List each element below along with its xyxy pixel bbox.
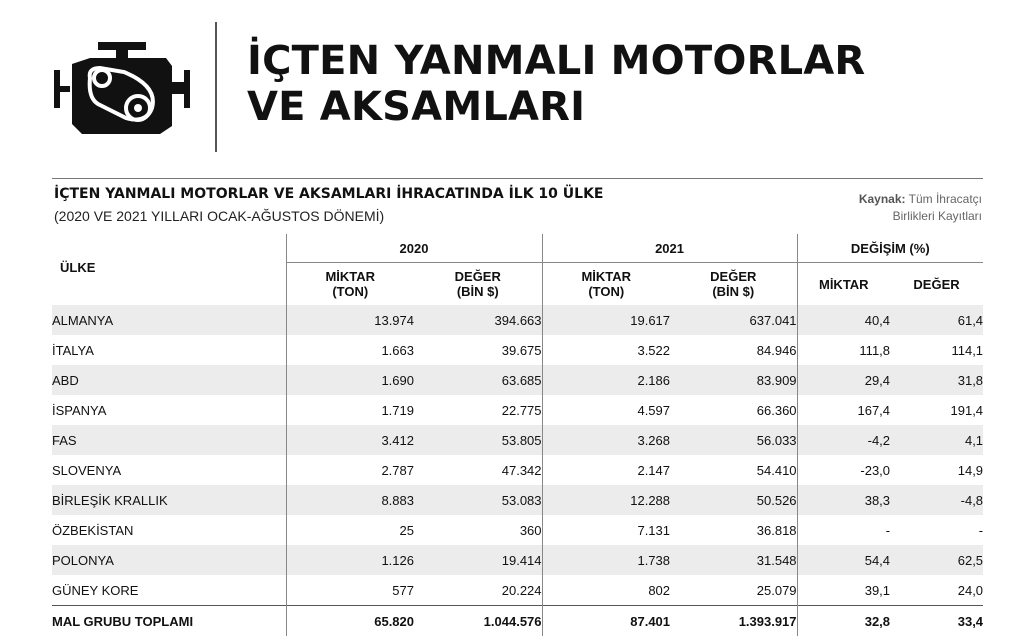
cell-cd: 4,1 [890,425,983,455]
cell-m2021: 87.401 [542,606,670,636]
cell-cd: 191,4 [890,395,983,425]
cell-cm: 40,4 [797,305,890,335]
cell-cd: 33,4 [890,606,983,636]
cell-cd: 61,4 [890,305,983,335]
cell-country: ABD [52,365,286,395]
column-header-deger-2021: DEĞER (BİN $) [670,263,797,306]
cell-d2021: 36.818 [670,515,797,545]
cell-m2021: 3.268 [542,425,670,455]
page-title-line2: VE AKSAMLARI [247,84,865,130]
column-header-change-deger: DEĞER [890,263,983,306]
cell-d2021: 25.079 [670,575,797,606]
cell-cd: - [890,515,983,545]
source-label: Kaynak: [859,192,906,206]
table-row [52,305,983,335]
cell-d2021: 84.946 [670,335,797,365]
cell-cm: 38,3 [797,485,890,515]
cell-d2021: 31.548 [670,545,797,575]
cell-m2020: 25 [286,515,414,545]
cell-m2020: 1.126 [286,545,414,575]
cell-d2020: 394.663 [414,305,542,335]
cell-d2020: 39.675 [414,335,542,365]
cell-d2021: 50.526 [670,485,797,515]
cell-country: İSPANYA [52,395,286,425]
page-title [247,38,865,130]
cell-cd: 24,0 [890,575,983,606]
cell-cm: 39,1 [797,575,890,606]
page-title-line1: İÇTEN YANMALI MOTORLAR [247,38,865,84]
cell-m2021: 1.738 [542,545,670,575]
cell-d2020: 47.342 [414,455,542,485]
cell-m2021: 12.288 [542,485,670,515]
cell-d2020: 53.083 [414,485,542,515]
cell-cm: - [797,515,890,545]
cell-country: ALMANYA [52,305,286,335]
cell-cm: 111,8 [797,335,890,365]
cell-d2021: 56.033 [670,425,797,455]
cell-m2020: 3.412 [286,425,414,455]
cell-d2020: 360 [414,515,542,545]
cell-country: BİRLEŞİK KRALLIK [52,485,286,515]
table-row [52,335,983,365]
column-header-miktar-2021: MİKTAR (TON) [542,263,670,306]
table-total-row [52,606,983,636]
cell-m2020: 8.883 [286,485,414,515]
column-header-deger-2020: DEĞER (BİN $) [414,263,542,306]
cell-m2020: 1.663 [286,335,414,365]
cell-country: POLONYA [52,545,286,575]
cell-d2020: 53.805 [414,425,542,455]
cell-m2020: 13.974 [286,305,414,335]
source-text-2: Birlikleri Kayıtları [893,209,982,223]
table-subtitle: (2020 VE 2021 YILLARI OCAK-AĞUSTOS DÖNEMİ) [54,208,384,224]
cell-country: SLOVENYA [52,455,286,485]
cell-m2021: 802 [542,575,670,606]
table-row [52,395,983,425]
cell-d2020: 1.044.576 [414,606,542,636]
cell-cd: 14,9 [890,455,983,485]
cell-cd: -4,8 [890,485,983,515]
cell-d2021: 1.393.917 [670,606,797,636]
engine-icon [54,42,190,134]
cell-cm: -4,2 [797,425,890,455]
cell-d2020: 63.685 [414,365,542,395]
table-row [52,455,983,485]
group-header-change: DEĞİŞİM (%) [797,234,983,263]
column-header-change-miktar: MİKTAR [797,263,890,306]
cell-m2020: 1.690 [286,365,414,395]
cell-d2021: 83.909 [670,365,797,395]
cell-m2021: 2.147 [542,455,670,485]
cell-m2020: 65.820 [286,606,414,636]
cell-m2021: 4.597 [542,395,670,425]
cell-d2020: 19.414 [414,545,542,575]
column-header-country: ÜLKE [52,234,286,305]
cell-cm: 167,4 [797,395,890,425]
source-note [859,191,982,225]
cell-country: İTALYA [52,335,286,365]
group-header-2021: 2021 [542,234,797,263]
cell-cm: 29,4 [797,365,890,395]
cell-d2020: 20.224 [414,575,542,606]
table-row [52,485,983,515]
cell-cd: 114,1 [890,335,983,365]
cell-d2020: 22.775 [414,395,542,425]
column-header-miktar-2020: MİKTAR (TON) [286,263,414,306]
cell-cm: 54,4 [797,545,890,575]
cell-country: MAL GRUBU TOPLAMI [52,606,286,636]
table-row [52,515,983,545]
cell-m2021: 19.617 [542,305,670,335]
table-row [52,575,983,606]
cell-d2021: 66.360 [670,395,797,425]
cell-m2021: 2.186 [542,365,670,395]
cell-m2021: 3.522 [542,335,670,365]
cell-cd: 31,8 [890,365,983,395]
cell-d2021: 54.410 [670,455,797,485]
cell-country: GÜNEY KORE [52,575,286,606]
group-header-2020: 2020 [286,234,542,263]
table-row [52,545,983,575]
table-title: İÇTEN YANMALI MOTORLAR VE AKSAMLARI İHRACATINDA İLK 10 ÜLKE [54,186,604,202]
cell-d2021: 637.041 [670,305,797,335]
cell-cm: 32,8 [797,606,890,636]
table-row [52,365,983,395]
table-top-rule [52,178,983,179]
cell-m2020: 2.787 [286,455,414,485]
cell-country: ÖZBEKİSTAN [52,515,286,545]
header-divider [215,22,217,152]
cell-cd: 62,5 [890,545,983,575]
cell-m2021: 7.131 [542,515,670,545]
cell-m2020: 1.719 [286,395,414,425]
cell-cm: -23,0 [797,455,890,485]
cell-m2020: 577 [286,575,414,606]
table-row [52,425,983,455]
export-table [52,234,983,636]
cell-country: FAS [52,425,286,455]
source-text: Tüm İhracatçı [909,192,982,206]
